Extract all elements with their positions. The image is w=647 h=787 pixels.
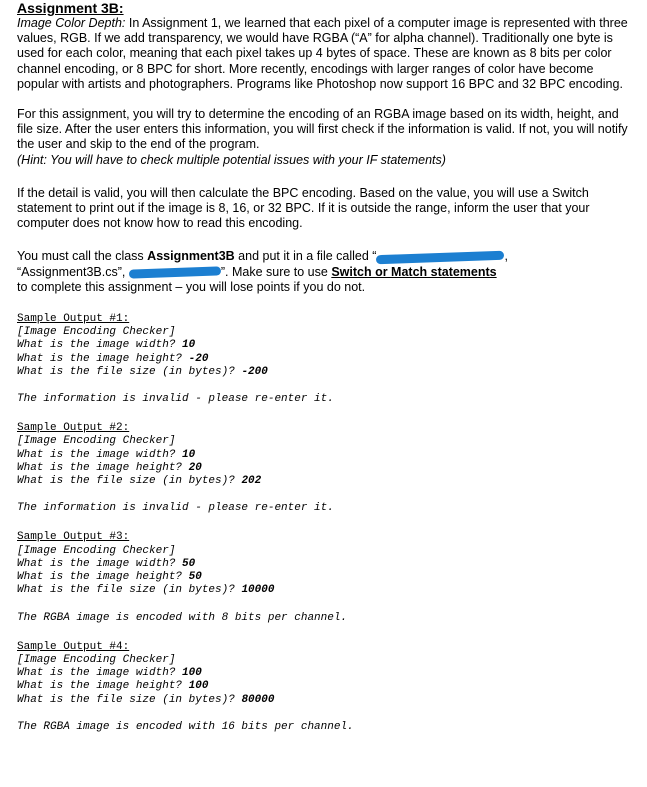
switch-text: If the detail is valid, you will then calculate the BPC encoding. Based on the value, you will use a Switch statement to print out if the image is 8, 16, or 32 BPC. If it is outside the range, inform the user that your computer does not know how to read this encoding. [17,185,590,231]
size-value: 10000 [241,584,275,597]
document-page [17,0,629,734]
sample-size-line: What is the file size (in bytes)? 202 [17,475,262,488]
sample-output [17,422,629,515]
sample-header: [Image Encoding Checker] [17,544,176,557]
sample-output [17,531,629,624]
sample-width-line: What is the image width? 10 [17,448,196,461]
sample-size-line: What is the file size (in bytes)? -200 [17,365,268,378]
height-value: 20 [188,461,202,474]
req-part3: “Assignment3B.cs”, [17,264,129,279]
sample-size-line: What is the file size (in bytes)? 10000 [17,584,275,597]
sample-width-line: What is the image width? 10 [17,339,196,352]
req-part4: ”. Make sure to use [220,264,332,279]
req-part1: You must call the class [17,249,148,264]
redaction-mark [376,250,504,263]
height-value: 50 [188,571,202,584]
sample-result: The RGBA image is encoded with 16 bits per channel. [17,720,354,733]
req-part2: and put it in a file called “ [234,249,377,264]
sample-outputs [17,313,629,734]
sample-height-line: What is the image height? -20 [17,352,209,365]
sample-height-line: What is the image height? 20 [17,461,202,474]
size-value: 80000 [241,693,275,706]
switch-paragraph [17,186,629,232]
requirements-paragraph: You must call the class Assignment3B and put it in a file called “ , “Assignment3B.cs”, ”. Make sure to use Switch or Match statements to complete this assignment – you will lose points if you do not. [17,249,508,294]
task-text: For this assignment, you will try to determine the encoding of an RGBA image based on its width, height, and file size. After the user enters this information, you will first check if the information is valid. If not, you will notify the user and skip to the end of the program. [17,107,628,152]
sample-result: The information is invalid - please re-enter it. [17,502,334,515]
sample-header: [Image Encoding Checker] [17,653,176,666]
hint-text: (Hint: You will have to check multiple potential issues with your IF statements) [17,152,446,167]
height-value: 100 [188,680,209,693]
assignment-heading: Assignment 3B: [17,0,124,16]
sample-size-line: What is the file size (in bytes)? 80000 [17,693,275,706]
width-value: 10 [182,448,196,461]
sample-output [17,313,629,406]
intro-lead: Image Color Depth: [17,16,126,30]
width-value: 50 [182,557,196,570]
sample-title: Sample Output #4: [17,640,130,653]
sample-title: Sample Output #1: [17,313,130,326]
height-value: -20 [188,352,209,365]
redaction-mark [129,266,221,278]
sample-height-line: What is the image height? 100 [17,680,209,693]
sample-title: Sample Output #3: [17,531,130,544]
switch-match-emphasis: Switch or Match statements [331,264,497,279]
size-value: 202 [241,475,262,488]
width-value: 100 [182,667,202,680]
sample-result: The information is invalid - please re-enter it. [17,393,334,406]
req-part5: to complete this assignment – you will lose points if you do not. [17,279,366,294]
sample-width-line: What is the image width? 50 [17,557,196,570]
intro-paragraph [17,16,629,92]
width-value: 10 [182,339,196,352]
sample-result: The RGBA image is encoded with 8 bits per channel. [17,611,348,624]
sample-output [17,641,629,734]
size-value: -200 [241,365,268,378]
sample-title: Sample Output #2: [17,422,130,435]
sample-header: [Image Encoding Checker] [17,435,176,448]
task-paragraph [17,107,629,168]
sample-width-line: What is the image width? 100 [17,667,202,680]
class-name: Assignment3B [147,249,235,264]
sample-height-line: What is the image height? 50 [17,571,202,584]
intro-text: In Assignment 1, we learned that each pixel of a computer image is represented with three values, RGB. If we add transparency, we would have RGBA (“A” for alpha channel). Traditionally one byte is used for each color, meaning that each pixel takes up 4 bytes of space. These are known as 8 bits per color channel encoding, or 8 BPC for short. More recently, encodings with larger ranges of color have become popular with artists and photographers. Programs like Photoshop now support 16 BPC and 32 BPC encoding. [17,16,628,91]
sample-header: [Image Encoding Checker] [17,326,176,339]
